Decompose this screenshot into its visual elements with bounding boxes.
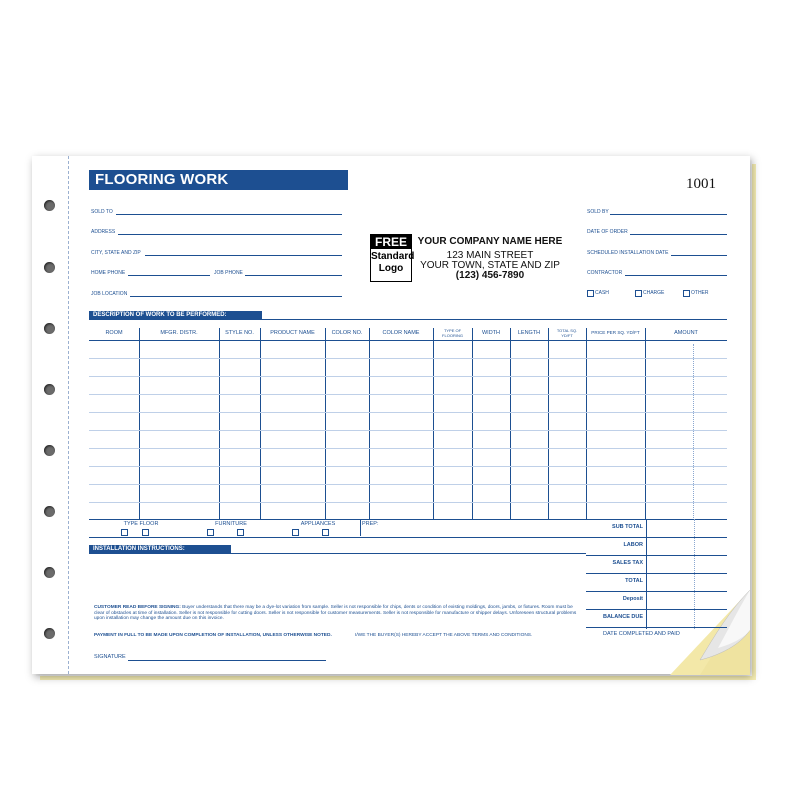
payment-terms: PAYMENT IN FULL TO BE MADE UPON COMPLETION OF INSTALLATION, UNLESS OTHERWISE NOTED. (94, 633, 332, 638)
signature-label: SIGNATURE (94, 654, 126, 660)
table-row-rule (89, 430, 727, 431)
checkbox-row-rule (89, 537, 586, 538)
binder-hole (44, 506, 55, 517)
contractor-label: CONTRACTOR (587, 270, 623, 276)
appliances-checkbox-2[interactable] (322, 529, 329, 536)
col-divider (369, 328, 370, 520)
totals-rule (586, 573, 727, 574)
notice-body: Buyer understands that there may be a dye-lot variation from sample. Seller is not responsible for chips, dents or condition of existing moldings, doors, jambs, or fixtures. Room must be clear of obstacles at time of installation. Seller is not responsible for cutting doors. Seller is not responsible for customer measurements. Seller is not responsible for manufacture or shipper delays. Unforeseen structural problems upon installation may change the amount due on this invoice. (94, 605, 577, 621)
prep-divider (360, 520, 361, 536)
table-row-rule (89, 376, 727, 377)
binder-hole (44, 567, 55, 578)
scheduled-installation-label: SCHEDULED INSTALLATION DATE (587, 250, 669, 256)
col-divider (325, 328, 326, 520)
binder-hole (44, 445, 55, 456)
binder-hole (44, 323, 55, 334)
logo-standard-text: Standard (371, 251, 415, 262)
job-location-line[interactable] (130, 296, 342, 297)
table-row-rule (89, 484, 727, 485)
col-divider (645, 328, 646, 520)
work-section-header: DESCRIPTION OF WORK TO BE PERFORMED: (89, 311, 262, 320)
prep-label: PREP: (362, 521, 379, 527)
perforation-line (68, 156, 69, 674)
col-header-amount: AMOUNT (674, 330, 698, 336)
appliances-checkbox-1[interactable] (292, 529, 299, 536)
city-state-zip-line[interactable] (145, 255, 342, 256)
job-phone-line[interactable] (245, 275, 342, 276)
home-phone-line[interactable] (128, 275, 210, 276)
labor-label: LABOR (623, 542, 643, 548)
col-header-style: STYLE NO. (225, 330, 254, 336)
col-header-price-per: PRICE PER SQ. YD/FT (591, 330, 640, 335)
company-street: 123 MAIN STREET (446, 250, 534, 261)
other-label: OTHER (691, 290, 709, 296)
type-floor-label: TYPE FLOOR (123, 521, 159, 527)
totals-block (586, 519, 727, 629)
company-phone: (123) 456-7890 (455, 270, 525, 281)
balance-due-label: BALANCE DUE (602, 614, 643, 620)
scheduled-installation-line[interactable] (671, 255, 727, 256)
binder-hole (44, 262, 55, 273)
col-divider (219, 328, 220, 520)
company-city: YOUR TOWN, STATE AND ZIP (420, 260, 560, 271)
date-of-order-line[interactable] (630, 234, 727, 235)
type-floor-checkbox-2[interactable] (142, 529, 149, 536)
form-number: 1001 (686, 176, 716, 192)
col-divider (693, 344, 694, 520)
totals-divider (694, 519, 695, 629)
deposit-label: Deposit (622, 596, 643, 602)
col-header-room: ROOM (105, 330, 123, 336)
col-header-mfgr: MFGR. DISTR. (160, 330, 198, 336)
address-line[interactable] (118, 234, 342, 235)
home-phone-label: HOME PHONE (91, 270, 126, 276)
col-header-total-sq: TOTAL SQ. YD/FT (556, 328, 578, 338)
job-location-label: JOB LOCATION (91, 291, 128, 297)
totals-rule (586, 591, 727, 592)
col-divider (510, 328, 511, 520)
notice-heading: CUSTOMER READ BEFORE SIGNING: (94, 605, 181, 610)
appliances-label: APPLIANCES (300, 521, 336, 527)
company-name: YOUR COMPANY NAME HERE (417, 236, 563, 247)
totals-rule (586, 609, 727, 610)
table-row-rule (89, 466, 727, 467)
sales-tax-label: SALES TAX (612, 560, 643, 566)
total-label: TOTAL (625, 578, 643, 584)
city-state-zip-label: CITY, STATE AND ZIP (91, 250, 141, 256)
subtotal-label: SUB TOTAL (612, 524, 643, 530)
furniture-checkbox-1[interactable] (207, 529, 214, 536)
col-divider (260, 328, 261, 520)
col-divider (433, 328, 434, 520)
sold-by-label: SOLD BY (587, 209, 609, 215)
signature-line[interactable] (128, 660, 326, 661)
charge-checkbox[interactable] (635, 290, 642, 297)
table-row-rule (89, 358, 727, 359)
col-divider (472, 328, 473, 520)
totals-rule (586, 537, 727, 538)
binder-hole (44, 200, 55, 211)
furniture-checkbox-2[interactable] (237, 529, 244, 536)
totals-rule (586, 555, 727, 556)
form-title: FLOORING WORK ORDER/INVOICE (89, 170, 348, 190)
col-header-color-name: COLOR NAME (382, 330, 420, 336)
cash-checkbox[interactable] (587, 290, 594, 297)
logo-free-text: FREE (374, 235, 407, 249)
job-phone-label: JOB PHONE (214, 270, 243, 276)
sold-to-line[interactable] (116, 214, 342, 215)
col-divider (139, 328, 140, 520)
col-divider (586, 328, 587, 520)
totals-divider (646, 519, 647, 629)
date-of-order-label: DATE OF ORDER (587, 229, 628, 235)
furniture-label: FURNITURE (215, 521, 247, 527)
installation-rule (89, 553, 586, 554)
col-header-type: TYPE OF FLOORING (442, 328, 463, 338)
standard-logo (370, 234, 415, 282)
binder-hole (44, 384, 55, 395)
table-row-rule (89, 448, 727, 449)
table-row-rule (89, 412, 727, 413)
totals-rule (586, 627, 727, 628)
col-header-color-no: COLOR NO. (331, 330, 363, 336)
sold-by-line[interactable] (610, 214, 727, 215)
installation-header: INSTALLATION INSTRUCTIONS: (89, 545, 231, 554)
date-completed-label: DATE COMPLETED AND PAID (603, 631, 680, 637)
col-header-width: WIDTH (481, 330, 501, 336)
col-header-length: LENGTH (517, 330, 541, 336)
acceptance-terms: I/WE THE BUYER(S) HEREBY ACCEPT THE ABOVE TERMS AND CONDITIONS. (355, 633, 533, 638)
col-header-product: PRODUCT NAME (270, 330, 315, 336)
sold-to-label: SOLD TO (91, 209, 113, 215)
charge-label: CHARGE (643, 290, 665, 296)
contractor-line[interactable] (625, 275, 727, 276)
customer-notice (94, 605, 580, 622)
cash-label: CASH (595, 290, 609, 296)
work-table (89, 320, 727, 520)
table-header-rule (89, 340, 727, 341)
address-label: ADDRESS (91, 229, 116, 235)
col-divider (548, 328, 549, 520)
binder-hole (44, 628, 55, 639)
table-row-rule (89, 502, 727, 503)
table-row-rule (89, 394, 727, 395)
type-floor-checkbox-1[interactable] (121, 529, 128, 536)
other-checkbox[interactable] (683, 290, 690, 297)
logo-logo-text: Logo (378, 263, 404, 274)
